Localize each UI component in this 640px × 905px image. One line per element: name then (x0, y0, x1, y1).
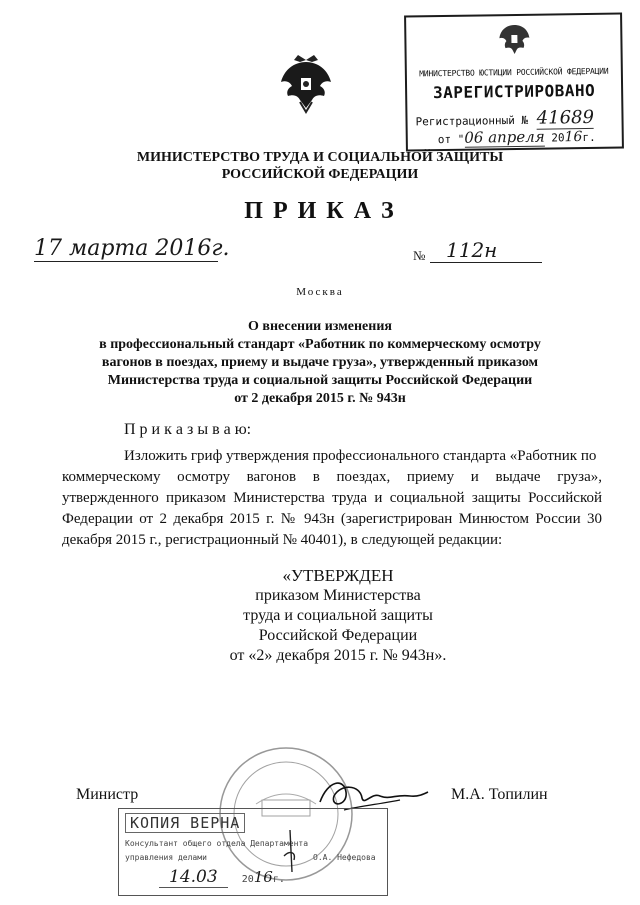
paragraph-line5: декабря 2015 г., регистрационный № 40401), в следующей редакции: (62, 532, 503, 548)
stamp-reg-label: Регистрационный № (415, 113, 529, 129)
stamp-year-hand: 16 (564, 129, 583, 146)
registration-stamp (404, 12, 624, 151)
copy-stamp-year-suffix: г. (272, 874, 285, 885)
copy-stamp-line1: Консультант общего отдела Департамента (125, 839, 309, 848)
copy-stamp-date-line (159, 867, 285, 887)
order-title (70, 318, 570, 408)
ministry-name-line1: МИНИСТЕРСТВО ТРУДА И СОЦИАЛЬНОЙ ЗАЩИТЫ (136, 150, 504, 165)
stamp-date-hand: 06 апреля (464, 127, 545, 147)
copy-stamp-year-prefix: 20 (241, 874, 254, 885)
body-paragraph (62, 446, 602, 551)
doc-type: П Р И К А З (244, 198, 396, 224)
stamp-date-line (438, 127, 622, 148)
minister-name: М.А. Топилин (451, 786, 548, 803)
stamp-emblem-icon (496, 20, 532, 56)
approval-line2: приказом Министерства (255, 587, 421, 604)
approval-line3: труда и социальной защиты (243, 607, 433, 624)
order-number: 112н (430, 238, 542, 263)
title-line5: от 2 декабря 2015 г. № 943н (234, 391, 406, 406)
copy-stamp-year-hand: 16 (253, 868, 273, 886)
minister-label: Министр (76, 786, 139, 803)
approval-block (200, 566, 476, 666)
coat-of-arms-emblem (276, 52, 336, 114)
stamp-date-prefix: от " (437, 132, 465, 147)
stamp-status: ЗАРЕГИСТРИРОВАНО (432, 80, 596, 103)
copy-stamp-name: О.А. Нефедова (313, 853, 376, 862)
paragraph-line1: Изложить гриф утверждения профессионального стандарта «Работник по (124, 448, 597, 464)
paragraph-line3: утвержденного приказом Министерства труда и социальной защиты Российской (62, 490, 602, 506)
approval-line4: Российской Федерации (258, 627, 418, 644)
approval-line5: от «2» декабря 2015 г. № 943н». (229, 647, 447, 664)
city: Москва (296, 286, 344, 298)
ministry-name-line2: РОССИЙСКОЙ ФЕДЕРАЦИИ (221, 167, 419, 182)
copy-stamp-line2: управления делами (125, 853, 207, 862)
paragraph-line4: Федерации от 2 декабря 2015 г. № 943н (зарегистрирован Минюстом России 30 (62, 511, 602, 527)
stamp-reg-number: 41689 (536, 106, 595, 129)
order-date: 17 марта 2016г. (34, 236, 230, 261)
copy-certified-stamp (118, 808, 388, 896)
stamp-agency: МИНИСТЕРСТВО ЮСТИЦИИ РОССИЙСКОЙ ФЕДЕРАЦИИ (419, 66, 609, 79)
approval-line1: «УТВЕРЖДЕН (282, 566, 394, 585)
title-line1: О внесении изменения (248, 319, 392, 334)
title-line2: в профессиональный стандарт «Работник по коммерческому осмотру (99, 337, 541, 352)
title-line3: вагонов в поездах, приему и выдаче груза», утвержденный приказом (101, 355, 539, 370)
stamp-year-prefix: 20 (551, 131, 565, 145)
title-line4: Министерства труда и социальной защиты Российской Федерации (107, 373, 533, 388)
order-word: П р и к а з ы в а ю: (124, 421, 252, 438)
copy-stamp-date-hand: 14.03 (159, 867, 228, 888)
paragraph-line2: коммерческому осмотру вагонов в поездах, приему и выдаче груза», (62, 469, 602, 485)
stamp-year-suffix: г. (582, 130, 596, 145)
copy-stamp-signature (270, 826, 310, 876)
copy-stamp-title: КОПИЯ ВЕРНА (125, 813, 245, 833)
order-number-label: № (413, 248, 426, 263)
